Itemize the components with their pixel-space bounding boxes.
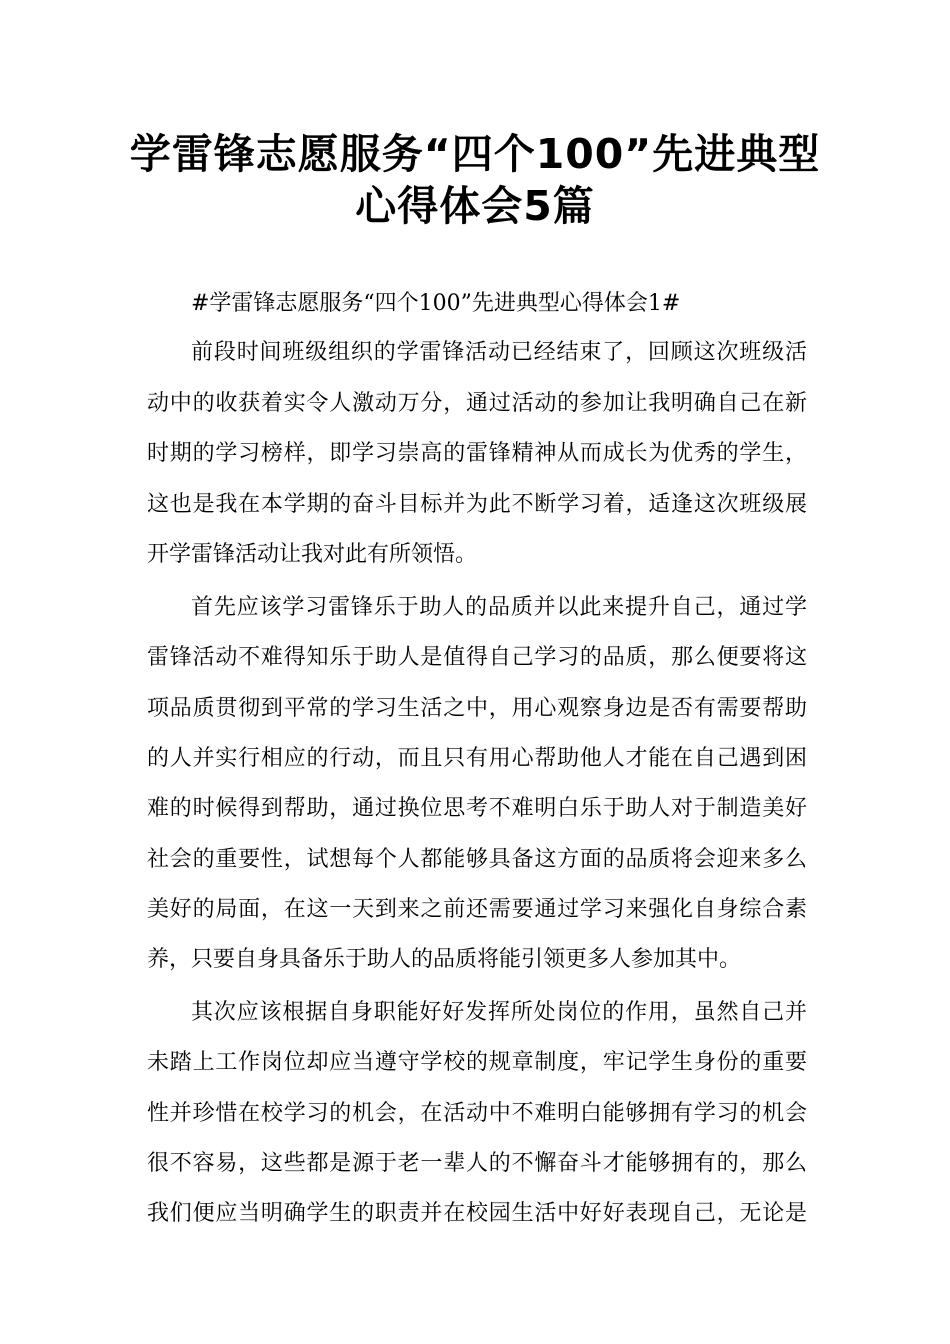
document-title-line-1: 学雷锋志愿服务“四个100”先进典型 xyxy=(129,130,821,178)
paragraph-1-line: 动中的收获着实令人激动万分，通过活动的参加让我明确自己在新 xyxy=(147,391,807,416)
section-heading: #学雷锋志愿服务“四个100”先进典型心得体会1# xyxy=(191,291,681,316)
paragraph-3-line: 很不容易，这些都是源于老一辈人的不懈奋斗才能够拥有的，那么 xyxy=(147,1151,807,1176)
paragraph-3-line: 性并珍惜在校学习的机会，在活动中不难明白能够拥有学习的机会 xyxy=(147,1101,807,1126)
paragraph-2-line: 项品质贯彻到平常的学习生活之中，用心观察身边是否有需要帮助 xyxy=(147,696,807,721)
paragraph-1-line: 前段时间班级组织的学雷锋活动已经结束了，回顾这次班级活 xyxy=(191,340,807,365)
paragraph-1-line: 时期的学习榜样，即学习崇高的雷锋精神从而成长为优秀的学生， xyxy=(147,441,807,466)
paragraph-2-line: 社会的重要性，试想每个人都能够具备这方面的品质将会迎来多么 xyxy=(147,847,807,872)
paragraph-2-line: 的人并实行相应的行动，而且只有用心帮助他人才能在自己遇到困 xyxy=(147,746,807,771)
paragraph-3-line: 我们便应当明确学生的职责并在校园生活中好好表现自己，无论是 xyxy=(147,1201,807,1226)
paragraph-1-line: 开学雷锋活动让我对此有所领悟。 xyxy=(147,542,478,567)
document-title-line-2: 心得体会5篇 xyxy=(355,182,595,230)
paragraph-2-line: 首先应该学习雷锋乐于助人的品质并以此来提升自己，通过学 xyxy=(191,595,807,620)
paragraph-1-line: 这也是我在本学期的奋斗目标并为此不断学习着，适逢这次班级展 xyxy=(147,492,807,517)
paragraph-2-line: 雷锋活动不难得知乐于助人是值得自己学习的品质，那么便要将这 xyxy=(147,645,807,670)
paragraph-3-line: 未踏上工作岗位却应当遵守学校的规章制度，牢记学生身份的重要 xyxy=(147,1050,807,1075)
paragraph-3-line: 其次应该根据自身职能好好发挥所处岗位的作用，虽然自己并 xyxy=(191,1000,807,1025)
paragraph-2-line: 美好的局面，在这一天到来之前还需要通过学习来强化自身综合素 xyxy=(147,897,807,922)
paragraph-2-line: 难的时候得到帮助，通过换位思考不难明白乐于助人对于制造美好 xyxy=(147,796,807,821)
paragraph-2-line: 养，只要自身具备乐于助人的品质将能引领更多人参加其中。 xyxy=(147,947,742,972)
